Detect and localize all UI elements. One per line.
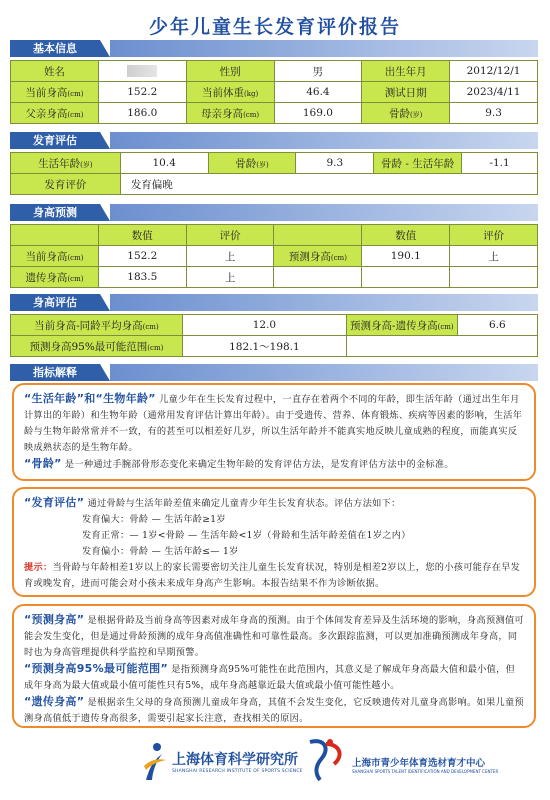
col-value-header: 数值 — [98, 225, 186, 246]
col-eval-header: 评价 — [450, 225, 538, 246]
warning-label: 提示： — [24, 562, 53, 573]
genetic-height-eval: 上 — [186, 267, 274, 288]
age-diff-value: -1.1 — [462, 153, 538, 174]
talent-center-logo — [300, 738, 498, 782]
section-title: 指标解释 — [10, 364, 100, 381]
dob-value: 2012/12/1 — [450, 61, 538, 82]
cur-height-label: 当前身高(cm) — [11, 82, 99, 103]
dev-bone-age-value: 9.3 — [296, 153, 374, 174]
section-title: 基本信息 — [10, 40, 100, 57]
genetic-height-label: 遗传身高(cm) — [11, 267, 99, 288]
prediction-table — [10, 224, 538, 288]
father-height-label: 父亲身高(cm) — [11, 103, 99, 124]
keyword-genetic-height: “遗传身高” — [24, 695, 85, 708]
section-header-height-eval — [10, 294, 538, 311]
test-date-label: 测试日期 — [362, 82, 450, 103]
range-95-label: 预测身高95%最可能范围(cm) — [11, 336, 183, 357]
basic-info-table — [10, 60, 538, 124]
org2-en: SHANGHAI SPORTS TALENT IDENTIFICATION AND DEVELOPMENT CENTER — [352, 769, 499, 774]
name-redacted — [127, 65, 157, 77]
footer — [0, 738, 550, 798]
cur-weight-value: 46.4 — [274, 82, 362, 103]
keyword-pred-height: “预测身高” — [24, 613, 85, 626]
section-bar — [110, 132, 538, 149]
blank-cell — [450, 267, 538, 288]
col-value-header: 数值 — [362, 225, 450, 246]
section-title: 身高评估 — [10, 294, 100, 311]
same-age-diff-label: 当前身高-同龄平均身高(cm) — [11, 315, 183, 336]
dev-bone-age-label: 骨龄(岁) — [208, 153, 296, 174]
section-header-basic — [10, 40, 538, 57]
explain-genetic-text: 是根据亲生父母的身高预测儿童成年身高，其值不会发生变化，它反映遗传对儿童身高影响。如果儿童预测身高值低于遗传身高很多，需要引起家长注意，查找相关的原因。 — [24, 697, 524, 724]
keyword-bone-age: “骨龄” — [24, 457, 62, 470]
father-height-value: 186.0 — [98, 103, 186, 124]
section-title: 身高预测 — [10, 204, 100, 221]
mother-height-label: 母亲身高(cm) — [186, 103, 274, 124]
blank-cell — [347, 336, 538, 357]
pred-cur-height-eval: 上 — [186, 246, 274, 267]
pred-height-eval: 上 — [450, 246, 538, 267]
criteria-advanced: 发育偏大：骨龄 — 生活年龄≥1岁 — [82, 514, 226, 525]
blank-cell — [362, 267, 450, 288]
keyword-range-95: “预测身高95%最可能范围” — [24, 662, 168, 675]
pred-height-label: 预测身高(cm) — [274, 246, 362, 267]
pred-cur-height-value: 152.2 — [98, 246, 186, 267]
gender-value: 男 — [274, 61, 362, 82]
explain-box-height — [12, 604, 536, 728]
blank-header — [11, 225, 99, 246]
test-date-value: 2023/4/11 — [450, 82, 538, 103]
chrono-age-label: 生活年龄(岁) — [11, 153, 121, 174]
section-bar — [110, 294, 538, 311]
blank-header — [274, 225, 362, 246]
genetic-height-value: 183.5 — [98, 267, 186, 288]
keyword-dev-eval: “发育评估” — [24, 496, 85, 509]
keyword-age: “生活年龄”和“生物年龄” — [24, 392, 156, 405]
sports-institute-logo — [140, 740, 303, 782]
explain-box-dev — [12, 487, 536, 597]
explain-dev-text: 通过骨龄与生活年龄差值来确定儿童青少年生长发育状态。评估方法如下： — [87, 498, 401, 509]
section-title: 发育评估 — [10, 132, 100, 149]
blank-cell — [274, 267, 362, 288]
cur-weight-label: 当前体重(kg) — [186, 82, 274, 103]
section-header-indicators — [10, 364, 538, 381]
pred-height-value: 190.1 — [362, 246, 450, 267]
org1-en: SHANGHAI RESEARCH INSTITUTE OF SPORTS SCIENCE — [172, 768, 303, 774]
name-value — [98, 61, 186, 82]
height-eval-table — [10, 314, 538, 357]
report-title: 少年儿童生长发育评价报告 — [148, 16, 401, 38]
dob-label: 出生年月 — [362, 61, 450, 82]
pred-minus-genetic-value: 6.6 — [457, 315, 537, 336]
section-bar — [110, 364, 538, 381]
range-95-value: 182.1～198.1 — [182, 336, 346, 357]
warning-text: 当骨龄与年龄相差1岁以上的家长需要密切关注儿童生长发育状况，特别是相差2岁以上，您的小孩可能存在早发育或晚发育，进而可能会对小孩未来成年身高产生影响。本报告结果不作为诊断依据。 — [24, 562, 521, 589]
talent-center-icon — [300, 738, 348, 782]
dev-eval-label: 发育评价 — [11, 174, 121, 195]
explain-range-text: 是指预测身高95%可能性在此范围内，其意义是了解成年身高最大值和最小值，但成年身高为最大值或最小值可能性只有5%，成年身高越靠近最大值或最小值可能性越小。 — [24, 664, 516, 691]
age-diff-label: 骨龄 - 生活年龄 — [374, 153, 462, 174]
explain-box-age — [12, 383, 536, 481]
explain-age-text: 儿童少年在生长发育过程中，一直存在着两个不同的年龄，即生活年龄（通过出生年月计算出的年龄）和生物年龄（通常用发育评估计算出年龄）。由于受遗传、营养、体育锻炼、疾病等因素的影响，生活年龄与生物年龄常常并不一致，有的甚至可以相差好几岁，所以生活年龄并不能真实地反映儿童成熟的程度，而能真实反映成熟状态的是生物年龄。 — [24, 394, 523, 453]
criteria-normal: 发育正常：— 1岁<骨龄 — 生活年龄<1岁（骨龄和生活年龄差值在1岁之内） — [82, 530, 411, 541]
section-header-prediction — [10, 204, 538, 221]
section-header-dev — [10, 132, 538, 149]
org2-name: 上海市青少年体育选材育才中心 — [352, 758, 486, 769]
same-age-diff-value: 12.0 — [182, 315, 346, 336]
bone-age-value: 9.3 — [450, 103, 538, 124]
section-bar — [110, 40, 538, 57]
cur-height-value: 152.2 — [98, 82, 186, 103]
org1-name: 上海体育科学研究所 — [172, 751, 298, 768]
runner-icon — [140, 740, 168, 782]
explain-pred-text: 是根据骨龄及当前身高等因素对成年身高的预测。由于个体间发育差异及生活环境的影响，身高预测值可能会发生变化，但是通过骨龄预测的成年身高值准确性和可靠性最高。多次跟踪监测，可以更加准确预测成年身高，同时也为身高管理提供科学监控和早期预警。 — [24, 615, 524, 658]
pred-minus-genetic-label: 预测身高-遗传身高(cm) — [347, 315, 458, 336]
dev-eval-value: 发育偏晚 — [120, 174, 537, 195]
pred-cur-height-label: 当前身高(cm) — [11, 246, 99, 267]
criteria-delayed: 发育偏小：骨龄 — 生活年龄≤— 1岁 — [82, 546, 239, 557]
mother-height-value: 169.0 — [274, 103, 362, 124]
explain-bone-age-text: 是一种通过手腕部骨形态变化来确定生物年龄的发育评估方法，是发育评估方法中的金标准。 — [64, 459, 454, 470]
development-table — [10, 152, 538, 195]
name-label: 姓名 — [11, 61, 99, 82]
section-bar — [110, 204, 538, 221]
chrono-age-value: 10.4 — [120, 153, 208, 174]
gender-label: 性别 — [186, 61, 274, 82]
bone-age-label: 骨龄(岁) — [362, 103, 450, 124]
col-eval-header: 评价 — [186, 225, 274, 246]
